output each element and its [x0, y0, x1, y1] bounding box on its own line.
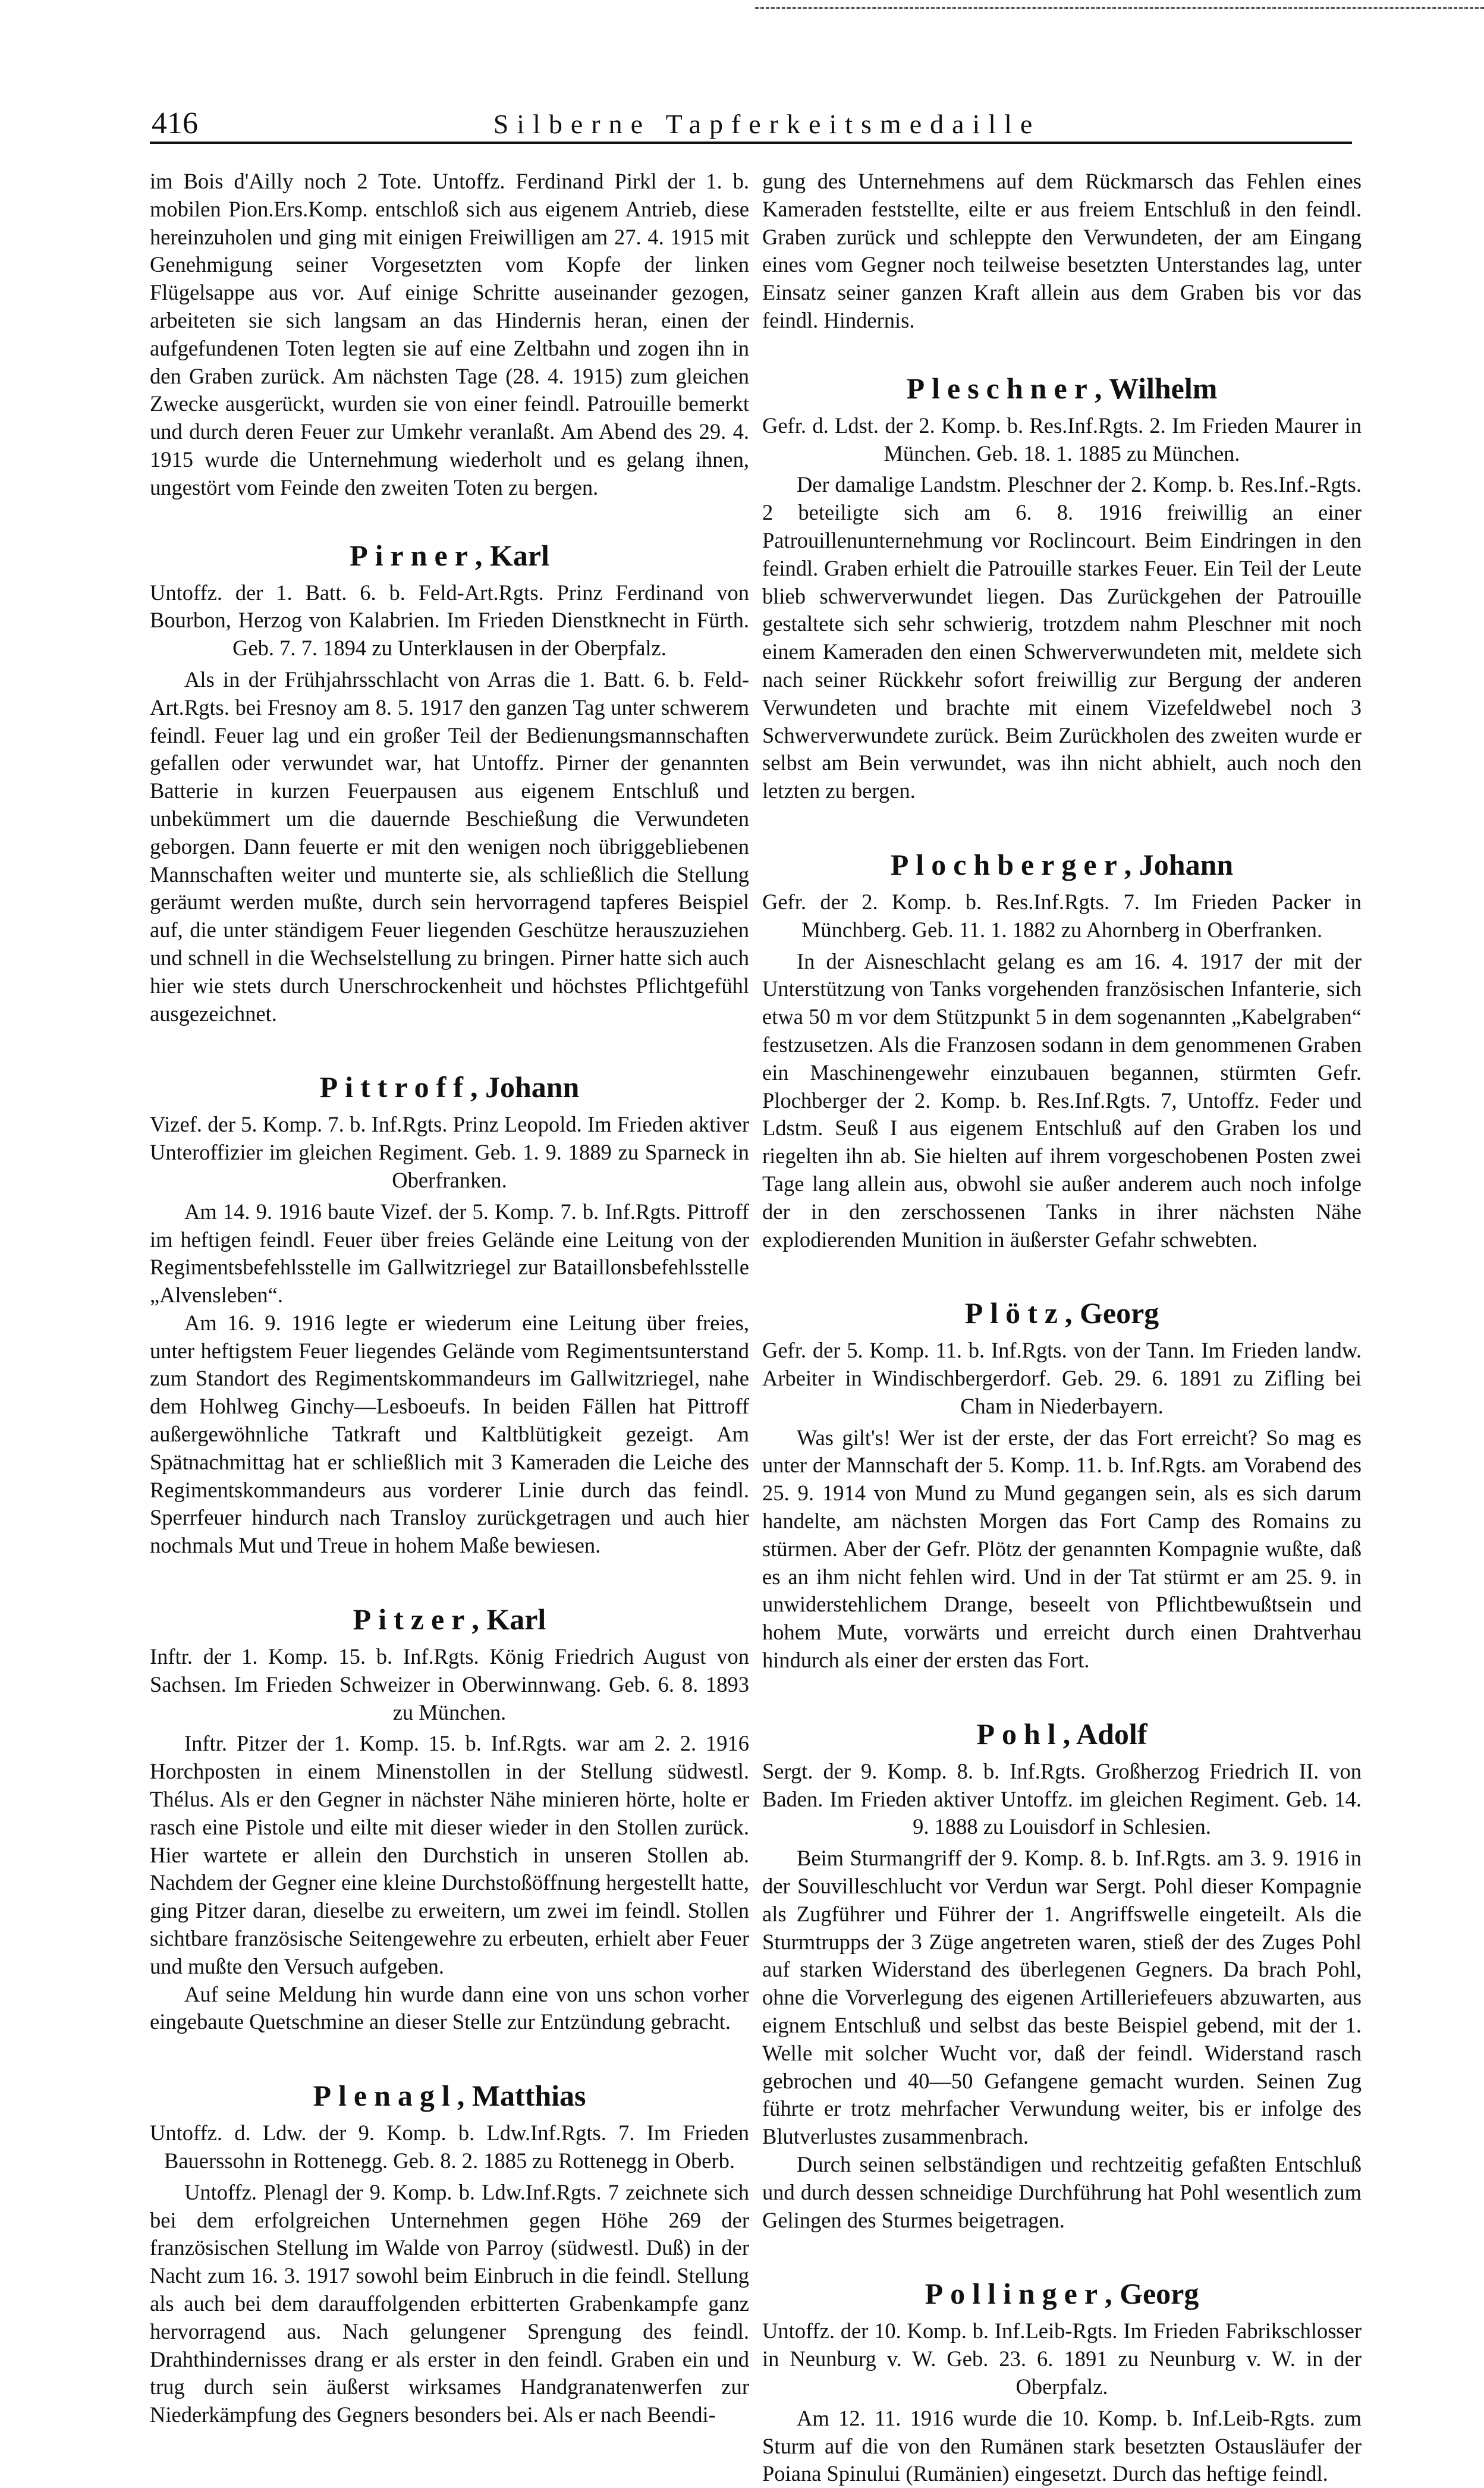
biography-entry [762, 1716, 1362, 2235]
entry-paragraph: Was gilt's! Wer ist der erste, der das Fort erreicht? So mag es unter der Mannschaft der 5. Komp. 11. b. Inf.Rgts. am Vorabend des 25. 9. 1914 von Mund zu Mund gegangen sein, als es sich darum handelte, am nächsten Morgen das Fort Camp des Romains zu stürmen. Aber der Gefr. Plötz der genannten Kompagnie wußte, daß es an ihm nicht fehlen wird. Und in der Tat stürmt er am 25. 9. in unwiderstehlichem Drange, beseelt von Pflichtbewußtsein und hohem Mute, vorwärts und erreicht durch einen Drahtverhau hindurch als einer der ersten das Fort. [762, 1425, 1362, 1673]
scan-edge-line [755, 7, 1484, 9]
entry-service-info: Sergt. der 9. Komp. 8. b. Inf.Rgts. Großherzog Friedrich II. von Baden. Im Frieden aktiver Untoffz. im gleichen Regiment. Geb. 14. 9. 1888 zu Louisdorf in Schlesien. [762, 1758, 1362, 1839]
right-column [762, 168, 1362, 2488]
entry-paragraph: Inftr. Pitzer der 1. Komp. 15. b. Inf.Rgts. war am 2. 2. 1916 Horchposten in einem Minenstollen in der Stellung südwestl. Thélus. Als er den Gegner in nächster Nähe minieren hörte, holte er rasch eine Pistole und eilte mit dieser wieder in den Stollen zurück. Hier wartete er allein den Durchstich in unseren Stollen ab. Nachdem der Gegner eine kleine Durchstoßöffnung hergestellt hatte, ging Pitzer daran, dieselbe zu erweitern, um zwei im feindl. Stollen sichtbare französische Seitengewehre zu erbeuten, erhielt aber Feuer und mußte den Versuch aufgeben. [150, 1731, 749, 1978]
entry-service-info: Gefr. d. Ldst. der 2. Komp. b. Res.Inf.Rgts. 2. Im Frieden Maurer in München. Geb. 18. 1. 1885 zu München. [762, 413, 1362, 466]
entry-paragraph: Am 14. 9. 1916 baute Vizef. der 5. Komp. 7. b. Inf.Rgts. Pittroff im heftigen feindl. Feuer über freies Gelände eine Leitung von der Regimentsbefehlsstelle im Gallwitzriegel zur Bataillonsbefehlsstelle „Alvensleben“. [150, 1199, 749, 1308]
entry-name-heading [762, 1716, 1362, 1752]
surname: Plenagl [313, 2079, 457, 2113]
entry-paragraph: Am 16. 9. 1916 legte er wiederum eine Leitung über freies, unter heftigstem Feuer liegendes Gelände vom Regimentsunterstand zum Standort des Regimentskommandeurs im Gallwitzriegel, nahe dem Hohlweg Ginchy—Lesboeufs. In beiden Fällen hat Pittroff außergewöhnliche Tatkraft und Kaltblütigkeit gezeigt. Am Spätnachmittag hat er schließlich mit 3 Kameraden die Leiche des Regimentskommandeurs aus vorderer Linie durch das feindl. Sperrfeuer hindurch nach Transloy zurückgetragen und auch hier nochmals Mut und Treue in hohem Maße bewiesen. [150, 1310, 749, 1558]
entry-paragraph: Beim Sturmangriff der 9. Komp. 8. b. Inf.Rgts. am 3. 9. 1916 in der Souvilleschlucht vor Verdun war Sergt. Pohl dieser Kompagnie als Zugführer und Führer der 1. Angriffswelle eingeteilt. Als die Sturmtrupps der 3 Züge angetreten waren, stieß der des Zuges Pohl auf starken Widerstand des überlegenen Gegners. Da brach Pohl, ohne die Vorverlegung des eigenen Artilleriefeuers abzuwarten, aus eignem Entschluß und selbst das beste Beispiel gebend, mit der 1. Welle mit solcher Wucht vor, daß der feindl. Widerstand rasch gebrochen und 40—50 Gefangene gemacht wurden. Seinen Zug führte er trotz mehrfacher Verwundung weiter, bis er infolge des Blutverlustes zusammenbrach. [762, 1846, 1362, 2149]
biography-entry [762, 1295, 1362, 1675]
running-title: Silberne Tapferkeitsmedaille [493, 109, 1041, 139]
surname: Pleschner [906, 371, 1095, 405]
given-name: , Wilhelm [1094, 371, 1218, 405]
entry-paragraph: Durch seinen selbständigen und rechtzeitig gefaßten Entschluß und durch dessen schneidige Durchführung hat Pohl wesentlich zum Gelingen des Sturmes beigetragen. [762, 2152, 1362, 2232]
surname: Pohl [976, 1717, 1063, 1751]
biography-entry [762, 2276, 1362, 2488]
biography-entry [762, 847, 1362, 1254]
surname: Pollinger [925, 2277, 1105, 2311]
continued-paragraph: gung des Unternehmens auf dem Rückmarsch das Fehlen eines Kameraden feststellte, eilte er aus freiem Entschluß in den feindl. Graben zurück und schleppte den Verwundeten, der am Eingang eines vom Gegner noch teilweise besetzten Unterstandes lag, unter Einsatz seiner ganzen Kraft allein aus dem Graben bis vor das feindl. Hindernis. [762, 169, 1362, 332]
entry-service-info: Gefr. der 5. Komp. 11. b. Inf.Rgts. von der Tann. Im Frieden landw. Arbeiter in Windischbergerdorf. Geb. 29. 6. 1891 zu Zifling bei Cham in Niederbayern. [762, 1338, 1362, 1418]
surname: Plochberger [890, 847, 1124, 881]
header-rule [150, 142, 1352, 144]
given-name: , Johann [1124, 847, 1234, 881]
given-name: , Matthias [457, 2079, 586, 2113]
entry-service-info: Gefr. der 2. Komp. b. Res.Inf.Rgts. 7. Im Frieden Packer in Münchberg. Geb. 11. 1. 1882 zu Ahornberg in Oberfranken. [762, 889, 1362, 942]
entry-paragraph: In der Aisneschlacht gelang es am 16. 4. 1917 der mit der Unterstützung von Tanks vorgehenden französischen Infanterie, sich etwa 50 m vor dem Stützpunkt 5 in dem sogenannten „Kabelgraben“ festzusetzen. Als die Franzosen sodann in dem genommenen Graben ein Maschinengewehr einzubauen begannen, stürmten Gefr. Plochberger der 2. Komp. b. Res.Inf.Rgts. 7, Untoffz. Feder und Ldstm. Seuß I aus eigenem Entschluß auf den Graben los und riegelten ihn ab. Sie hielten auf ihrem vorgeschobenen Posten zwei Tage lang allein aus, obwohl sie außer anderem auch noch infolge der in den zerschossenen Tanks in ihrer nächsten Nähe explodierenden Munition in äußerster Gefahr schwebten. [762, 948, 1362, 1252]
given-name: , Georg [1065, 1296, 1159, 1330]
given-name: , Karl [474, 538, 549, 572]
surname: Pitzer [353, 1603, 472, 1636]
biography-entry [150, 538, 749, 1028]
entry-service-info: Vizef. der 5. Komp. 7. b. Inf.Rgts. Prinz Leopold. Im Frieden aktiver Unteroffizier im gleichen Regiment. Geb. 1. 9. 1889 zu Sparneck in Oberfranken. [150, 1112, 749, 1192]
entry-service-info: Untoffz. der 1. Batt. 6. b. Feld-Art.Rgts. Prinz Ferdinand von Bourbon, Herzog von Kalabrien. Im Frieden Dienstknecht in Fürth. Geb. 7. 7. 1894 zu Unterklausen in der Oberpfalz. [150, 580, 749, 661]
surname: Pirner [350, 538, 475, 572]
left-column [150, 168, 749, 2429]
entry-paragraph: Der damalige Landstm. Pleschner der 2. Komp. b. Res.Inf.-Rgts. 2 beteiligte sich am 6. 8. 1916 freiwillig an einer Patrouillenunternehmung vor Roclincourt. Beim Eindringen in den feindl. Graben erhielt die Patrouille starkes Feuer. Ein Teil der Leute blieb schwerverwundet liegen. Das Zurückgehen der Patrouille gestaltete sich sehr schwierig, trotzdem nahm Pleschner mit noch einem Kameraden den einen Schwerverwundeten mit, meldete sich nach seiner Rückkehr sofort freiwillig zur Bergung der anderen Verwundeten und brachte mit einem Vizefeldwebel noch 3 Schwerverwundete zurück. Beim Zurückholen des zweiten wurde er selbst am Bein verwundet, was ihn nicht abhielt, auch noch den letzten zu bergen. [762, 472, 1362, 803]
entry-name-heading [150, 2078, 749, 2113]
given-name: , Adolf [1062, 1717, 1147, 1751]
entry-paragraph: Als in der Frühjahrsschlacht von Arras die 1. Batt. 6. b. Feld-Art.Rgts. bei Fresnoy am 8. 5. 1917 den ganzen Tag unter schwerem feindl. Feuer lag und ein großer Teil der Bedienungsmannschaften gefallen oder verwundet war, hat Untoffz. Pirner der genannten Batterie in kurzen Feuerpausen aus eigenem Entschluß und unbekümmert um die dauernde Beschießung die Verwundeten geborgen. Dann feuerte er mit den wenigen noch übriggebliebenen Mannschaften weiter und munterte sie, als schließlich die Stellung geräumt werden mußte, durch sein hervorragend tapferes Beispiel auf, die unter ständigem Feuer liegenden Geschütze herauszuziehen und schnell in die Wechselstellung zu bringen. Pirner hatte sich auch hier wie stets durch Unerschrockenheit und höchstes Pflichtgefühl ausgezeichnet. [150, 667, 749, 1026]
entry-paragraph: Auf seine Meldung hin wurde dann eine von uns schon vorher eingebaute Quetschmine an dieser Stelle zur Entzündung gebracht. [150, 1981, 749, 2034]
surname: Plötz [964, 1296, 1065, 1330]
biography-entry [150, 1601, 749, 2036]
entry-name-heading [150, 1069, 749, 1105]
page-number: 416 [152, 106, 198, 140]
entry-paragraph: Untoffz. Plenagl der 9. Komp. b. Ldw.Inf.Rgts. 7 zeichnete sich bei dem erfolgreichen Unternehmen gegen Höhe 269 der französischen Stellung im Walde von Parroy (südwestl. Duß) in der Nacht zum 16. 3. 1917 sowohl beim Einbruch in die feindl. Stellung als auch bei dem darauffolgenden erbitterten Grabenkampfe ganz hervorragend aus. Nach gelungener Sprengung des feindl. Drahthindernisses drang er als erster in den feindl. Graben ein und trug durch sein äußerst wirksames Handgranatenwerfen zur Niederkämpfung des Gegners besonders bei. Als er nach Beendi- [150, 2179, 749, 2427]
given-name: , Karl [471, 1603, 546, 1636]
entry-name-heading [762, 2276, 1362, 2311]
biography-entry [150, 1069, 749, 1560]
biography-entry [762, 370, 1362, 805]
entry-service-info: Inftr. der 1. Komp. 15. b. Inf.Rgts. König Friedrich August von Sachsen. Im Frieden Schweizer in Oberwinnwang. Geb. 6. 8. 1893 zu München. [150, 1644, 749, 1724]
continued-paragraph: im Bois d'Ailly noch 2 Tote. Untoffz. Ferdinand Pirkl der 1. b. mobilen Pion.Ers.Komp. entschloß sich aus eigenem Antrieb, diese hereinzuholen und ging mit einigen Freiwilligen am 27. 4. 1915 mit Genehmigung seiner Vorgesetzten vom Kopfe der linken Flügelsappe aus vor. Auf einige Schritte auseinander gezogen, arbeiteten sie sich langsam an das Hindernis heran, einen der aufgefundenen Toten legten sie auf eine Zeltbahn und zogen ihn in den Graben zurück. Am nächsten Tage (28. 4. 1915) zum gleichen Zwecke ausgerückt, wurden sie von einer feindl. Patrouille bemerkt und durch deren Feuer zur Umkehr veranlaßt. Am Abend des 29. 4. 1915 wurde die Unternehmung wiederholt und es gelang ihnen, ungestört vom Feinde den zweiten Toten zu bergen. [150, 169, 749, 500]
given-name: , Johann [470, 1070, 580, 1104]
given-name: , Georg [1105, 2277, 1199, 2311]
entry-service-info: Untoffz. der 10. Komp. b. Inf.Leib-Rgts. Im Frieden Fabrikschlosser in Neunburg v. W. Geb. 23. 6. 1891 zu Neunburg v. W. in der Oberpfalz. [762, 2319, 1362, 2399]
biography-entry [150, 2078, 749, 2429]
surname: Pittroff [319, 1070, 470, 1104]
entry-name-heading [150, 538, 749, 573]
entry-paragraph: Am 12. 11. 1916 wurde die 10. Komp. b. Inf.Leib-Rgts. zum Sturm auf die von den Rumänen stark besetzten Ostausläufer der Poiana Spinului (Rumänien) eingesetzt. Durch das heftige feindl. [762, 2405, 1362, 2486]
entry-name-heading [150, 1601, 749, 1637]
entry-name-heading [762, 1295, 1362, 1331]
entry-service-info: Untoffz. d. Ldw. der 9. Komp. b. Ldw.Inf.Rgts. 7. Im Frieden Bauerssohn in Rottenegg. Geb. 8. 2. 1885 zu Rottenegg in Oberb. [150, 2121, 749, 2173]
entry-name-heading [762, 847, 1362, 882]
entry-name-heading [762, 370, 1362, 406]
